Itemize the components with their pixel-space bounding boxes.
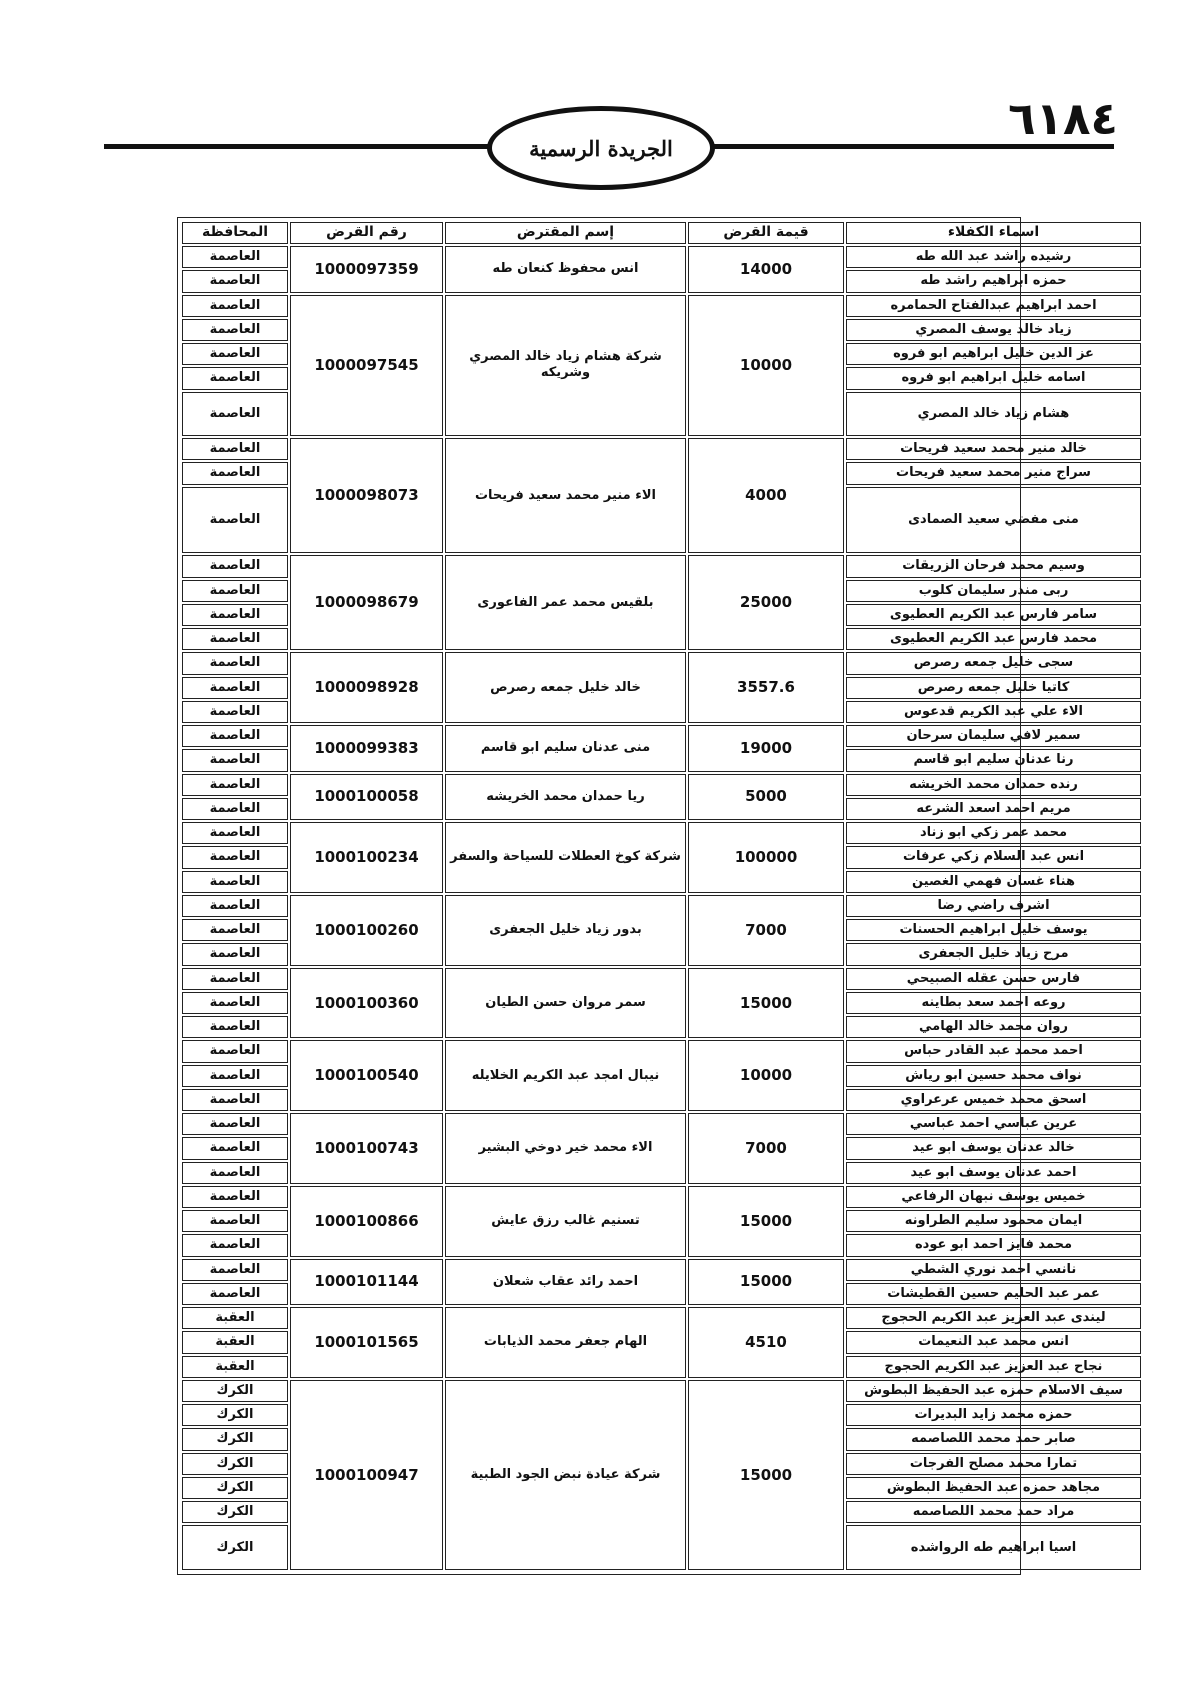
borrower-name: الاء منير محمد سعيد فريحات: [445, 438, 686, 553]
borrower-name: منى عدنان سليم ابو قاسم: [445, 725, 686, 772]
guarantor-name: يوسف خليل ابراهيم الحسنات: [846, 919, 1141, 941]
guarantor-name: خميس يوسف نبهان الرفاعي: [846, 1186, 1141, 1208]
col-header-amount: قيمة القرض: [688, 222, 844, 244]
governorate: العاصمة: [182, 1162, 288, 1184]
table-row: [182, 774, 1141, 796]
governorate: العاصمة: [182, 992, 288, 1014]
governorate: العاصمة: [182, 438, 288, 460]
guarantor-name: سامر فارس عبد الكريم العطيوى: [846, 604, 1141, 626]
guarantor-name: انس عبد السلام زكي عرفات: [846, 846, 1141, 868]
loan-number: 1000097359: [290, 246, 443, 293]
governorate: العاصمة: [182, 487, 288, 554]
borrower-name: شركة عيادة نبض الجود الطبية: [445, 1380, 686, 1570]
governorate: العاصمة: [182, 798, 288, 820]
governorate: الكرك: [182, 1477, 288, 1499]
governorate: العاصمة: [182, 1065, 288, 1087]
governorate: العاصمة: [182, 367, 288, 389]
borrower-name: انس محفوظ كنعان طه: [445, 246, 686, 293]
gazette-title: الجريدة الرسمية: [529, 135, 673, 161]
loan-amount: 15000: [688, 1186, 844, 1257]
table-row: [182, 438, 1141, 460]
col-header-governorate: المحافظة: [182, 222, 288, 244]
borrower-name: سمر مروان حسن الطيان: [445, 968, 686, 1039]
table-row: [182, 1186, 1141, 1208]
governorate: العاصمة: [182, 343, 288, 365]
guarantor-name: احمد عدنان يوسف ابو عيد: [846, 1162, 1141, 1184]
loan-number: 1000098679: [290, 555, 443, 650]
governorate: العاصمة: [182, 295, 288, 317]
guarantor-name: نواف محمد حسين ابو رياش: [846, 1065, 1141, 1087]
loan-amount: 15000: [688, 968, 844, 1039]
governorate: العاصمة: [182, 677, 288, 699]
table-row: [182, 1113, 1141, 1135]
table-row: [182, 1307, 1141, 1329]
loan-number: 1000101565: [290, 1307, 443, 1378]
governorate: العاصمة: [182, 919, 288, 941]
loans-table: [180, 220, 1143, 1572]
loan-amount: 7000: [688, 895, 844, 966]
guarantor-name: هناء غسان فهمي الغصين: [846, 871, 1141, 893]
borrower-name: احمد رائد عقاب شعلان: [445, 1259, 686, 1306]
loan-amount: 7000: [688, 1113, 844, 1184]
governorate: العاصمة: [182, 1234, 288, 1256]
loan-number: 1000100058: [290, 774, 443, 821]
governorate: العاصمة: [182, 580, 288, 602]
guarantor-name: محمد فارس عبد الكريم العطيوى: [846, 628, 1141, 650]
governorate: الكرك: [182, 1380, 288, 1402]
table-row: [182, 1040, 1141, 1062]
loan-number: 1000098928: [290, 652, 443, 723]
guarantor-name: منى مفضي سعيد الصمادى: [846, 487, 1141, 554]
loan-amount: 19000: [688, 725, 844, 772]
governorate: العاصمة: [182, 462, 288, 484]
governorate: الكرك: [182, 1525, 288, 1570]
governorate: الكرك: [182, 1453, 288, 1475]
loan-number: 1000099383: [290, 725, 443, 772]
borrower-name: بدور زياد خليل الجعفرى: [445, 895, 686, 966]
governorate: العاصمة: [182, 604, 288, 626]
governorate: العاصمة: [182, 1259, 288, 1281]
guarantor-name: سيف الاسلام حمزه عبد الحفيظ البطوش: [846, 1380, 1141, 1402]
header-rule-left: [104, 144, 490, 149]
loan-number: 1000100260: [290, 895, 443, 966]
governorate: العاصمة: [182, 725, 288, 747]
governorate: العقبة: [182, 1356, 288, 1378]
guarantor-name: حمزه ابراهيم راشد طه: [846, 270, 1141, 292]
table-body: [182, 246, 1141, 1570]
table-row: [182, 555, 1141, 577]
table-row: [182, 652, 1141, 674]
guarantor-name: مريم احمد اسعد الشرعه: [846, 798, 1141, 820]
loan-amount: 15000: [688, 1380, 844, 1570]
borrower-name: ريا حمدان محمد الخريشه: [445, 774, 686, 821]
loan-number: 1000098073: [290, 438, 443, 553]
loan-amount: 3557.6: [688, 652, 844, 723]
guarantor-name: عمر عبد الحليم حسين القطيشات: [846, 1283, 1141, 1305]
guarantor-name: وسيم محمد فرحان الزريقات: [846, 555, 1141, 577]
borrower-name: شركة هشام زياد خالد المصري وشريكه: [445, 295, 686, 437]
governorate: العاصمة: [182, 774, 288, 796]
guarantor-name: زياد خالد يوسف المصري: [846, 319, 1141, 341]
governorate: العاصمة: [182, 943, 288, 965]
table-row: [182, 295, 1141, 317]
loan-amount: 4510: [688, 1307, 844, 1378]
borrower-name: شركة كوخ العطلات للسياحة والسفر: [445, 822, 686, 893]
governorate: الكرك: [182, 1428, 288, 1450]
guarantor-name: سمير لافي سليمان سرحان: [846, 725, 1141, 747]
governorate: العاصمة: [182, 968, 288, 990]
guarantor-name: فارس حسن عقله الصبيحي: [846, 968, 1141, 990]
borrower-name: الاء محمد خير دوخي البشير: [445, 1113, 686, 1184]
table-row: [182, 822, 1141, 844]
guarantor-name: عز الدين خليل ابراهيم ابو فروه: [846, 343, 1141, 365]
guarantor-name: مجاهد حمزه عبد الحفيظ البطوش: [846, 1477, 1141, 1499]
borrower-name: بلقيس محمد عمر الفاعورى: [445, 555, 686, 650]
guarantor-name: خالد عدنان يوسف ابو عيد: [846, 1137, 1141, 1159]
table-row: [182, 895, 1141, 917]
governorate: العقبة: [182, 1307, 288, 1329]
governorate: العاصمة: [182, 846, 288, 868]
governorate: العاصمة: [182, 1016, 288, 1038]
governorate: العاصمة: [182, 392, 288, 437]
guarantor-name: نجاح عبد العزيز عبد الكريم الحجوج: [846, 1356, 1141, 1378]
governorate: العاصمة: [182, 822, 288, 844]
borrower-name: تسنيم غالب رزق عايش: [445, 1186, 686, 1257]
table-row: [182, 246, 1141, 268]
loan-amount: 4000: [688, 438, 844, 553]
guarantor-name: خالد منير محمد سعيد فريحات: [846, 438, 1141, 460]
borrower-name: نيبال امجد عبد الكريم الخلايله: [445, 1040, 686, 1111]
loan-amount: 25000: [688, 555, 844, 650]
guarantor-name: نانسي احمد نوري الشطي: [846, 1259, 1141, 1281]
loan-number: 1000097545: [290, 295, 443, 437]
guarantor-name: مرح زياد خليل الجعفرى: [846, 943, 1141, 965]
table-row: [182, 1380, 1141, 1402]
loan-number: 1000100866: [290, 1186, 443, 1257]
guarantor-name: اسحق محمد خميس عرعراوي: [846, 1089, 1141, 1111]
guarantor-name: روان محمد خالد الهامي: [846, 1016, 1141, 1038]
guarantor-name: احمد ابراهيم عبدالفتاح الحمامره: [846, 295, 1141, 317]
loan-amount: 15000: [688, 1259, 844, 1306]
governorate: العاصمة: [182, 270, 288, 292]
guarantor-name: حمزه محمد زايد البديرات: [846, 1404, 1141, 1426]
governorate: العاصمة: [182, 895, 288, 917]
governorate: العاصمة: [182, 701, 288, 723]
governorate: العاصمة: [182, 628, 288, 650]
governorate: العاصمة: [182, 1210, 288, 1232]
col-header-guarantors: اسماء الكفلاء: [846, 222, 1141, 244]
table-row: [182, 968, 1141, 990]
governorate: العاصمة: [182, 1113, 288, 1135]
loan-number: 1000100360: [290, 968, 443, 1039]
loans-table-frame: [177, 217, 1123, 1575]
guarantor-name: سراج منير محمد سعيد فريحات: [846, 462, 1141, 484]
governorate: العاصمة: [182, 1186, 288, 1208]
guarantor-name: ربى منذر سليمان كلوب: [846, 580, 1141, 602]
guarantor-name: اسيا ابراهيم طه الرواشده: [846, 1525, 1141, 1570]
loan-number: 1000100743: [290, 1113, 443, 1184]
guarantor-name: مراد حمد محمد اللصاصمه: [846, 1501, 1141, 1523]
governorate: العقبة: [182, 1331, 288, 1353]
loan-number: 1000100947: [290, 1380, 443, 1570]
governorate: الكرك: [182, 1404, 288, 1426]
loan-number: 1000101144: [290, 1259, 443, 1306]
guarantor-name: سجى خليل جمعه رصرص: [846, 652, 1141, 674]
guarantor-name: انس محمد عبد النعيمات: [846, 1331, 1141, 1353]
col-header-loan-number: رقم القرض: [290, 222, 443, 244]
col-header-borrower: إسم المقترض: [445, 222, 686, 244]
guarantor-name: اسامه خليل ابراهيم ابو فروه: [846, 367, 1141, 389]
gazette-title-oval: [487, 106, 715, 190]
guarantor-name: احمد محمد عبد القادر حباس: [846, 1040, 1141, 1062]
guarantor-name: محمد عمر زكي ابو زناد: [846, 822, 1141, 844]
governorate: العاصمة: [182, 1040, 288, 1062]
guarantor-name: هشام زياد خالد المصري: [846, 392, 1141, 437]
table-row: [182, 1259, 1141, 1281]
governorate: العاصمة: [182, 246, 288, 268]
governorate: العاصمة: [182, 555, 288, 577]
page-number: ٦١٨٤: [1008, 91, 1118, 145]
borrower-name: خالد خليل جمعه رصرص: [445, 652, 686, 723]
loan-number: 1000100540: [290, 1040, 443, 1111]
guarantor-name: الاء علي عبد الكريم قدعوس: [846, 701, 1141, 723]
governorate: العاصمة: [182, 1089, 288, 1111]
governorate: الكرك: [182, 1501, 288, 1523]
guarantor-name: اشرف راضي رضا: [846, 895, 1141, 917]
guarantor-name: رنا عدنان سليم ابو قاسم: [846, 749, 1141, 771]
guarantor-name: رشيده راشد عبد الله طه: [846, 246, 1141, 268]
table-header-row: [182, 222, 1141, 244]
guarantor-name: ليندى عبد العزيز عبد الكريم الحجوج: [846, 1307, 1141, 1329]
governorate: العاصمة: [182, 871, 288, 893]
governorate: العاصمة: [182, 319, 288, 341]
table-row: [182, 725, 1141, 747]
guarantor-name: ايمان محمود سليم الطراونه: [846, 1210, 1141, 1232]
guarantor-name: محمد فايز احمد ابو عوده: [846, 1234, 1141, 1256]
governorate: العاصمة: [182, 1283, 288, 1305]
guarantor-name: تمارا محمد مصلح الفرجات: [846, 1453, 1141, 1475]
guarantor-name: عرين عباسي احمد عباسي: [846, 1113, 1141, 1135]
loan-amount: 14000: [688, 246, 844, 293]
guarantor-name: كاتيا خليل جمعه رصرص: [846, 677, 1141, 699]
loan-amount: 10000: [688, 295, 844, 437]
loan-amount: 10000: [688, 1040, 844, 1111]
loan-number: 1000100234: [290, 822, 443, 893]
governorate: العاصمة: [182, 1137, 288, 1159]
loan-amount: 100000: [688, 822, 844, 893]
guarantor-name: روعه احمد سعد بطاينه: [846, 992, 1141, 1014]
governorate: العاصمة: [182, 749, 288, 771]
governorate: العاصمة: [182, 652, 288, 674]
borrower-name: الهام جعفر محمد الذيابات: [445, 1307, 686, 1378]
guarantor-name: صابر حمد محمد اللصاصمه: [846, 1428, 1141, 1450]
loan-amount: 5000: [688, 774, 844, 821]
guarantor-name: رنده حمدان محمد الخريشه: [846, 774, 1141, 796]
